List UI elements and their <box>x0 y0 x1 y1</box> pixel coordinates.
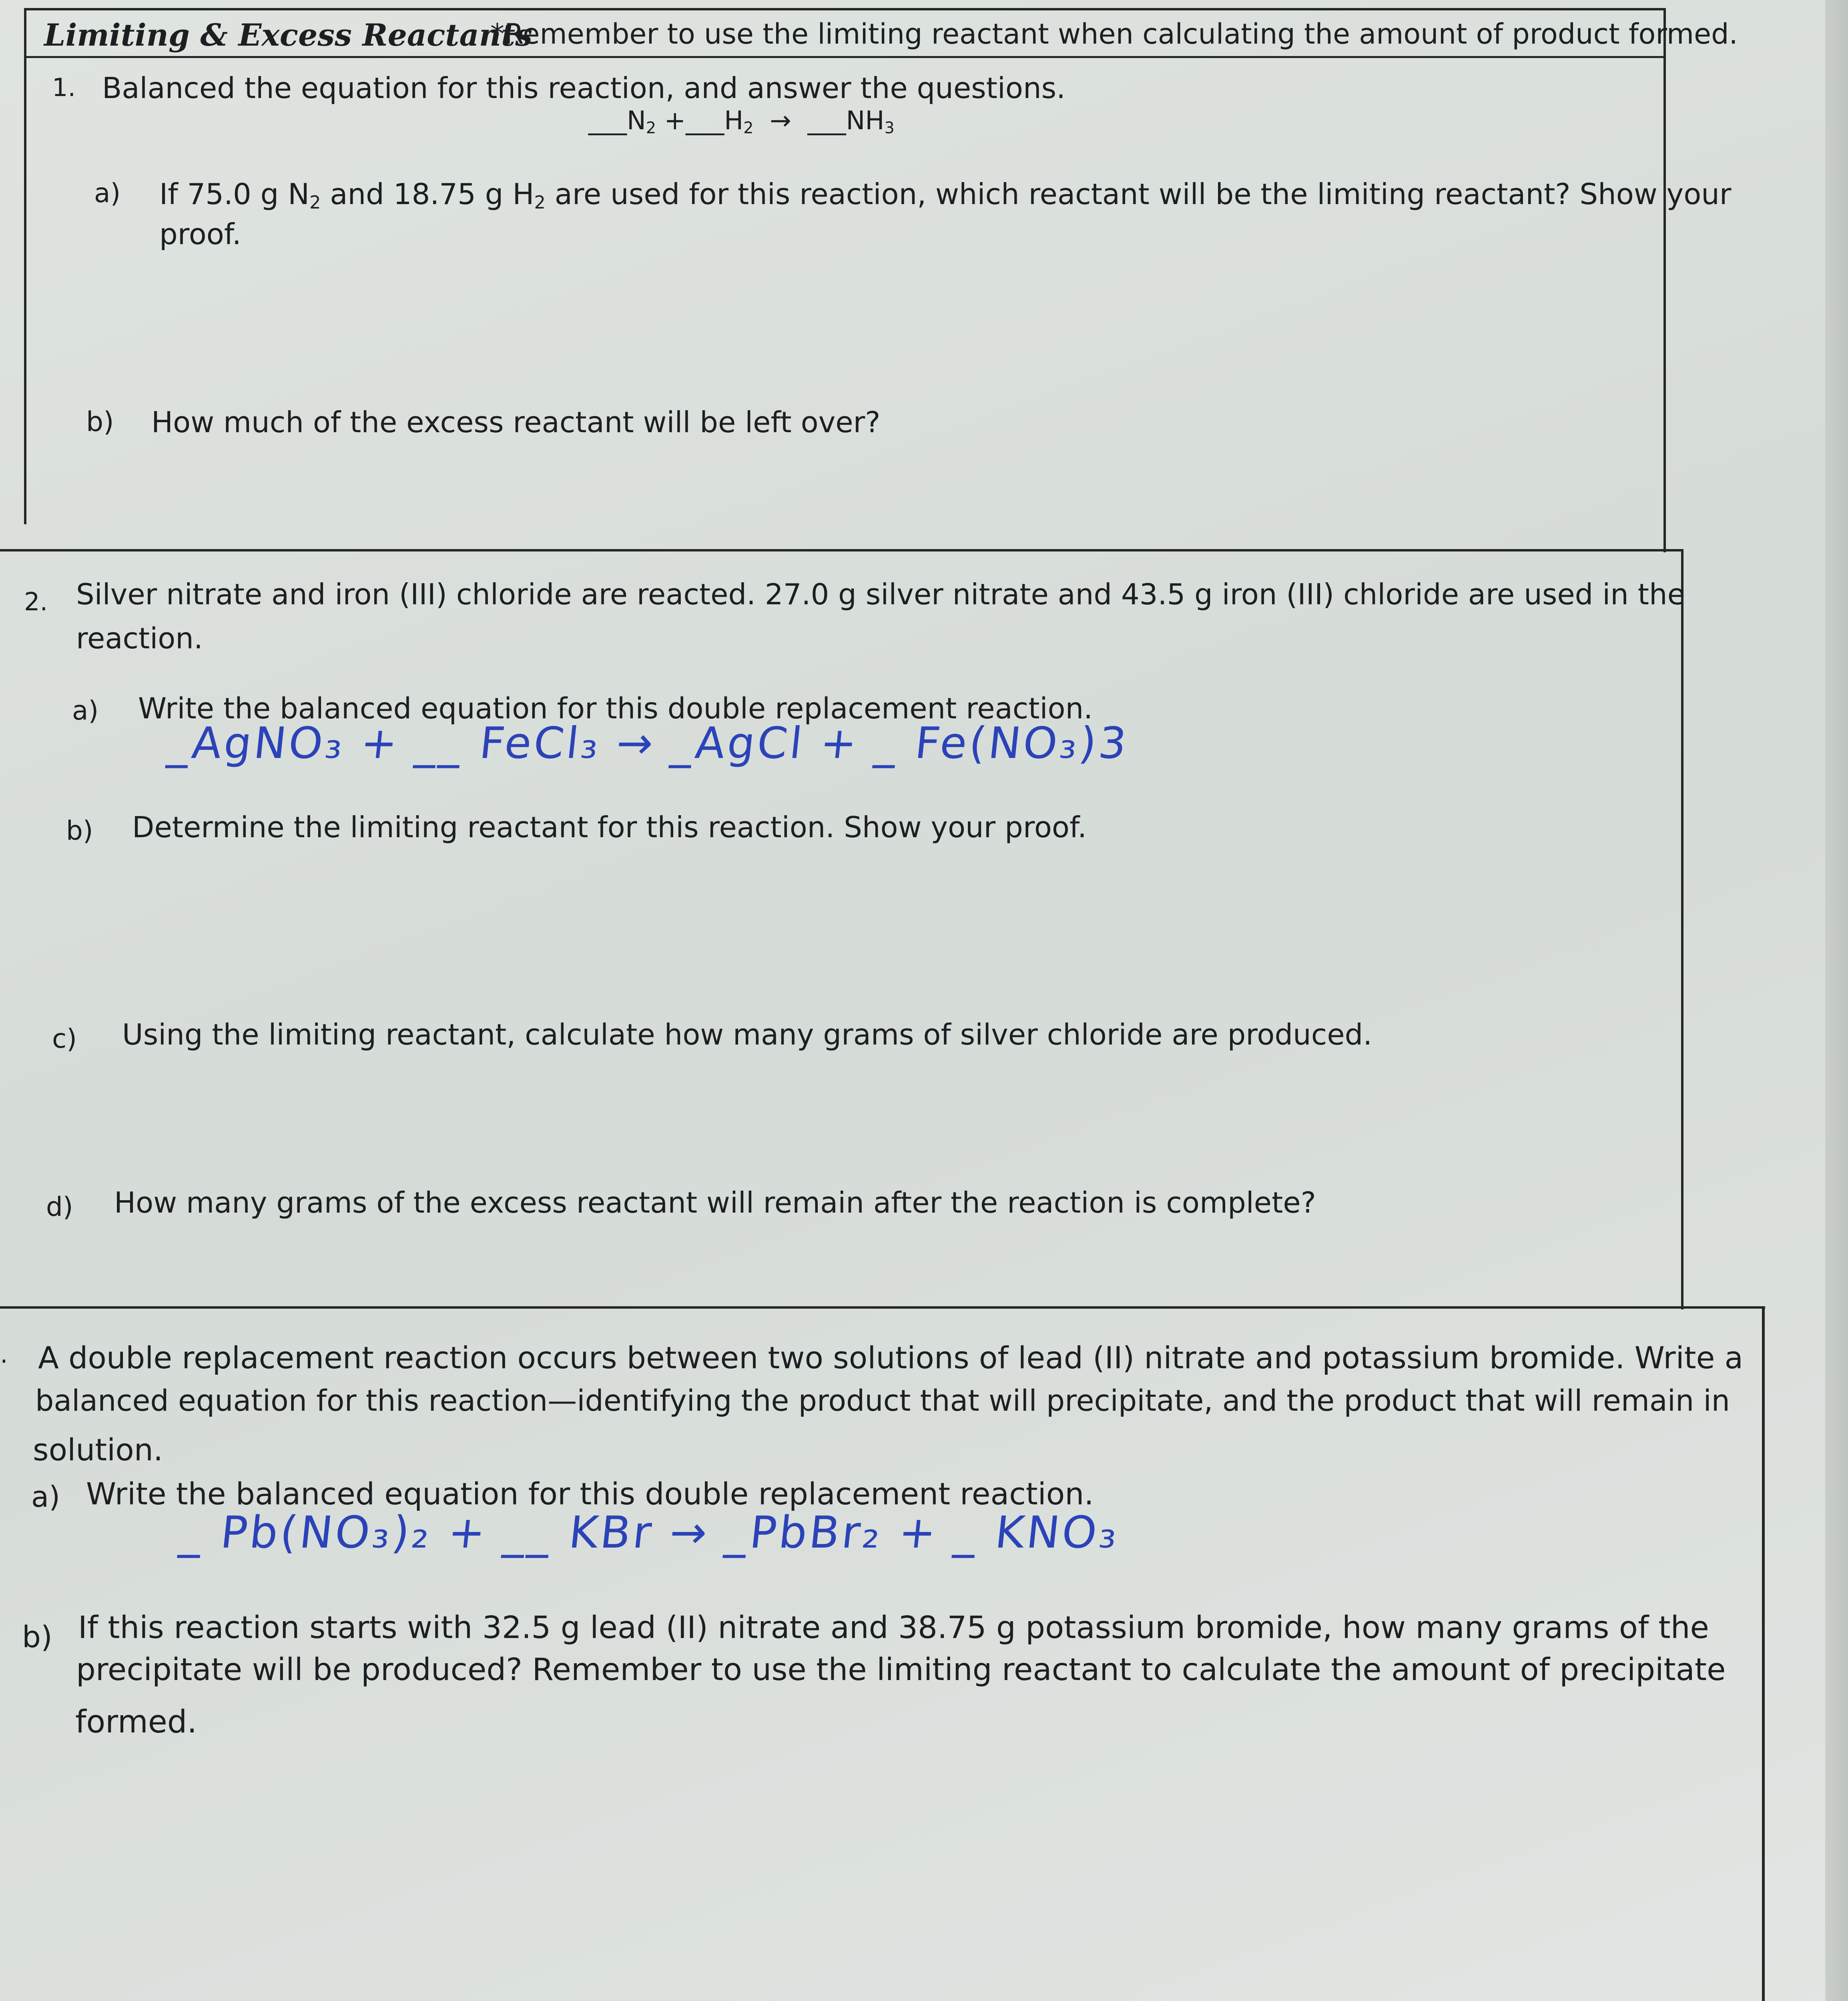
q1-blank-n2: ___ <box>588 106 627 136</box>
worksheet-title: Limiting & Excess Reactants <box>44 17 532 53</box>
q2b-text: Determine the limiting reactant for this reaction. Show your proof. <box>132 810 1087 844</box>
header-note: *Remember to use the limiting reactant when calculating the amount of product formed. <box>490 18 1738 50</box>
q3b-label: b) <box>22 1620 52 1654</box>
right-border-q3 <box>1762 1306 1765 2001</box>
q2a-label: a) <box>72 695 99 726</box>
q2a-handwritten-equation: _AgNO₃ + __ FeCl₃ → _AgCl + _ Fe(NO₃)3 <box>165 718 1132 768</box>
q1b-label: b) <box>86 406 114 438</box>
q1-blank-h2: ___ <box>686 106 724 136</box>
right-border-q2 <box>1681 549 1683 1309</box>
left-border-q1 <box>24 8 26 524</box>
q1-arrow: → <box>770 106 791 136</box>
right-border-q1 <box>1663 8 1666 552</box>
q1-n2: N <box>627 106 646 136</box>
divider-q1-q2 <box>0 549 1681 551</box>
header-underline <box>24 56 1665 58</box>
q3b-line3: formed. <box>75 1704 197 1740</box>
q3b-line1: If this reaction starts with 32.5 g lead (II) nitrate and 38.75 g potassium bromide, how many grams of the <box>78 1610 1709 1646</box>
q3-number: . <box>0 1339 8 1369</box>
q2d-label: d) <box>46 1191 73 1222</box>
q1-equation: $\_\_\_N_2$ $+\_\_\_H_2$ → $\_\_\_NH_3$ <box>588 106 895 137</box>
q1-number: 1. <box>52 73 76 102</box>
q3-prompt-line2: balanced equation for this reaction—identifying the product that will precipitate, and the product that will remain in <box>35 1384 1730 1418</box>
q1a-text: If 75.0 g $N_2$ and 18.75 g $H_2$ are used for this reaction, which reactant will be the limiting reactant? Show your <box>159 177 1732 213</box>
divider-q2-q3 <box>0 1306 1765 1309</box>
q1b-text: How much of the excess reactant will be left over? <box>151 405 881 439</box>
q2d-text: How many grams of the excess reactant will remain after the reaction is complete? <box>114 1186 1316 1219</box>
q2-number: 2. <box>24 587 48 616</box>
q1-nh3: NH <box>846 106 885 136</box>
top-border <box>24 8 1665 10</box>
q1a-text-line2: proof. <box>159 217 241 251</box>
q2b-label: b) <box>66 815 93 846</box>
q1-h2: H <box>724 106 744 136</box>
q2c-label: c) <box>52 1023 77 1054</box>
q3a-handwritten-equation: _ Pb(NO₃)₂ + __ KBr → _PbBr₂ + _ KNO₃ <box>177 1507 1122 1558</box>
q3-prompt-line3: solution. <box>33 1432 163 1468</box>
q2c-text: Using the limiting reactant, calculate how many grams of silver chloride are produced. <box>122 1018 1372 1051</box>
q3-prompt-line1: A double replacement reaction occurs between two solutions of lead (II) nitrate and potassium bromide. Write a <box>38 1340 1744 1375</box>
q2-prompt-line2: reaction. <box>76 622 203 655</box>
q3a-text: Write the balanced equation for this double replacement reaction. <box>86 1476 1094 1512</box>
q2-prompt-line1: Silver nitrate and iron (III) chloride are reacted. 27.0 g silver nitrate and 43.5 g iron (III) chloride are used in the <box>76 577 1685 611</box>
q2a-text: Write the balanced equation for this double replacement reaction. <box>138 692 1093 725</box>
q1a-label: a) <box>94 178 121 209</box>
q1-blank-nh3: ___ <box>807 106 846 136</box>
q3a-label: a) <box>31 1480 60 1514</box>
q1-prompt: Balanced the equation for this reaction, and answer the questions. <box>102 71 1066 105</box>
paper-edge <box>1825 0 1848 2001</box>
q3b-line2: precipitate will be produced? Remember to use the limiting reactant to calculate the amount of precipitate <box>76 1652 1726 1688</box>
